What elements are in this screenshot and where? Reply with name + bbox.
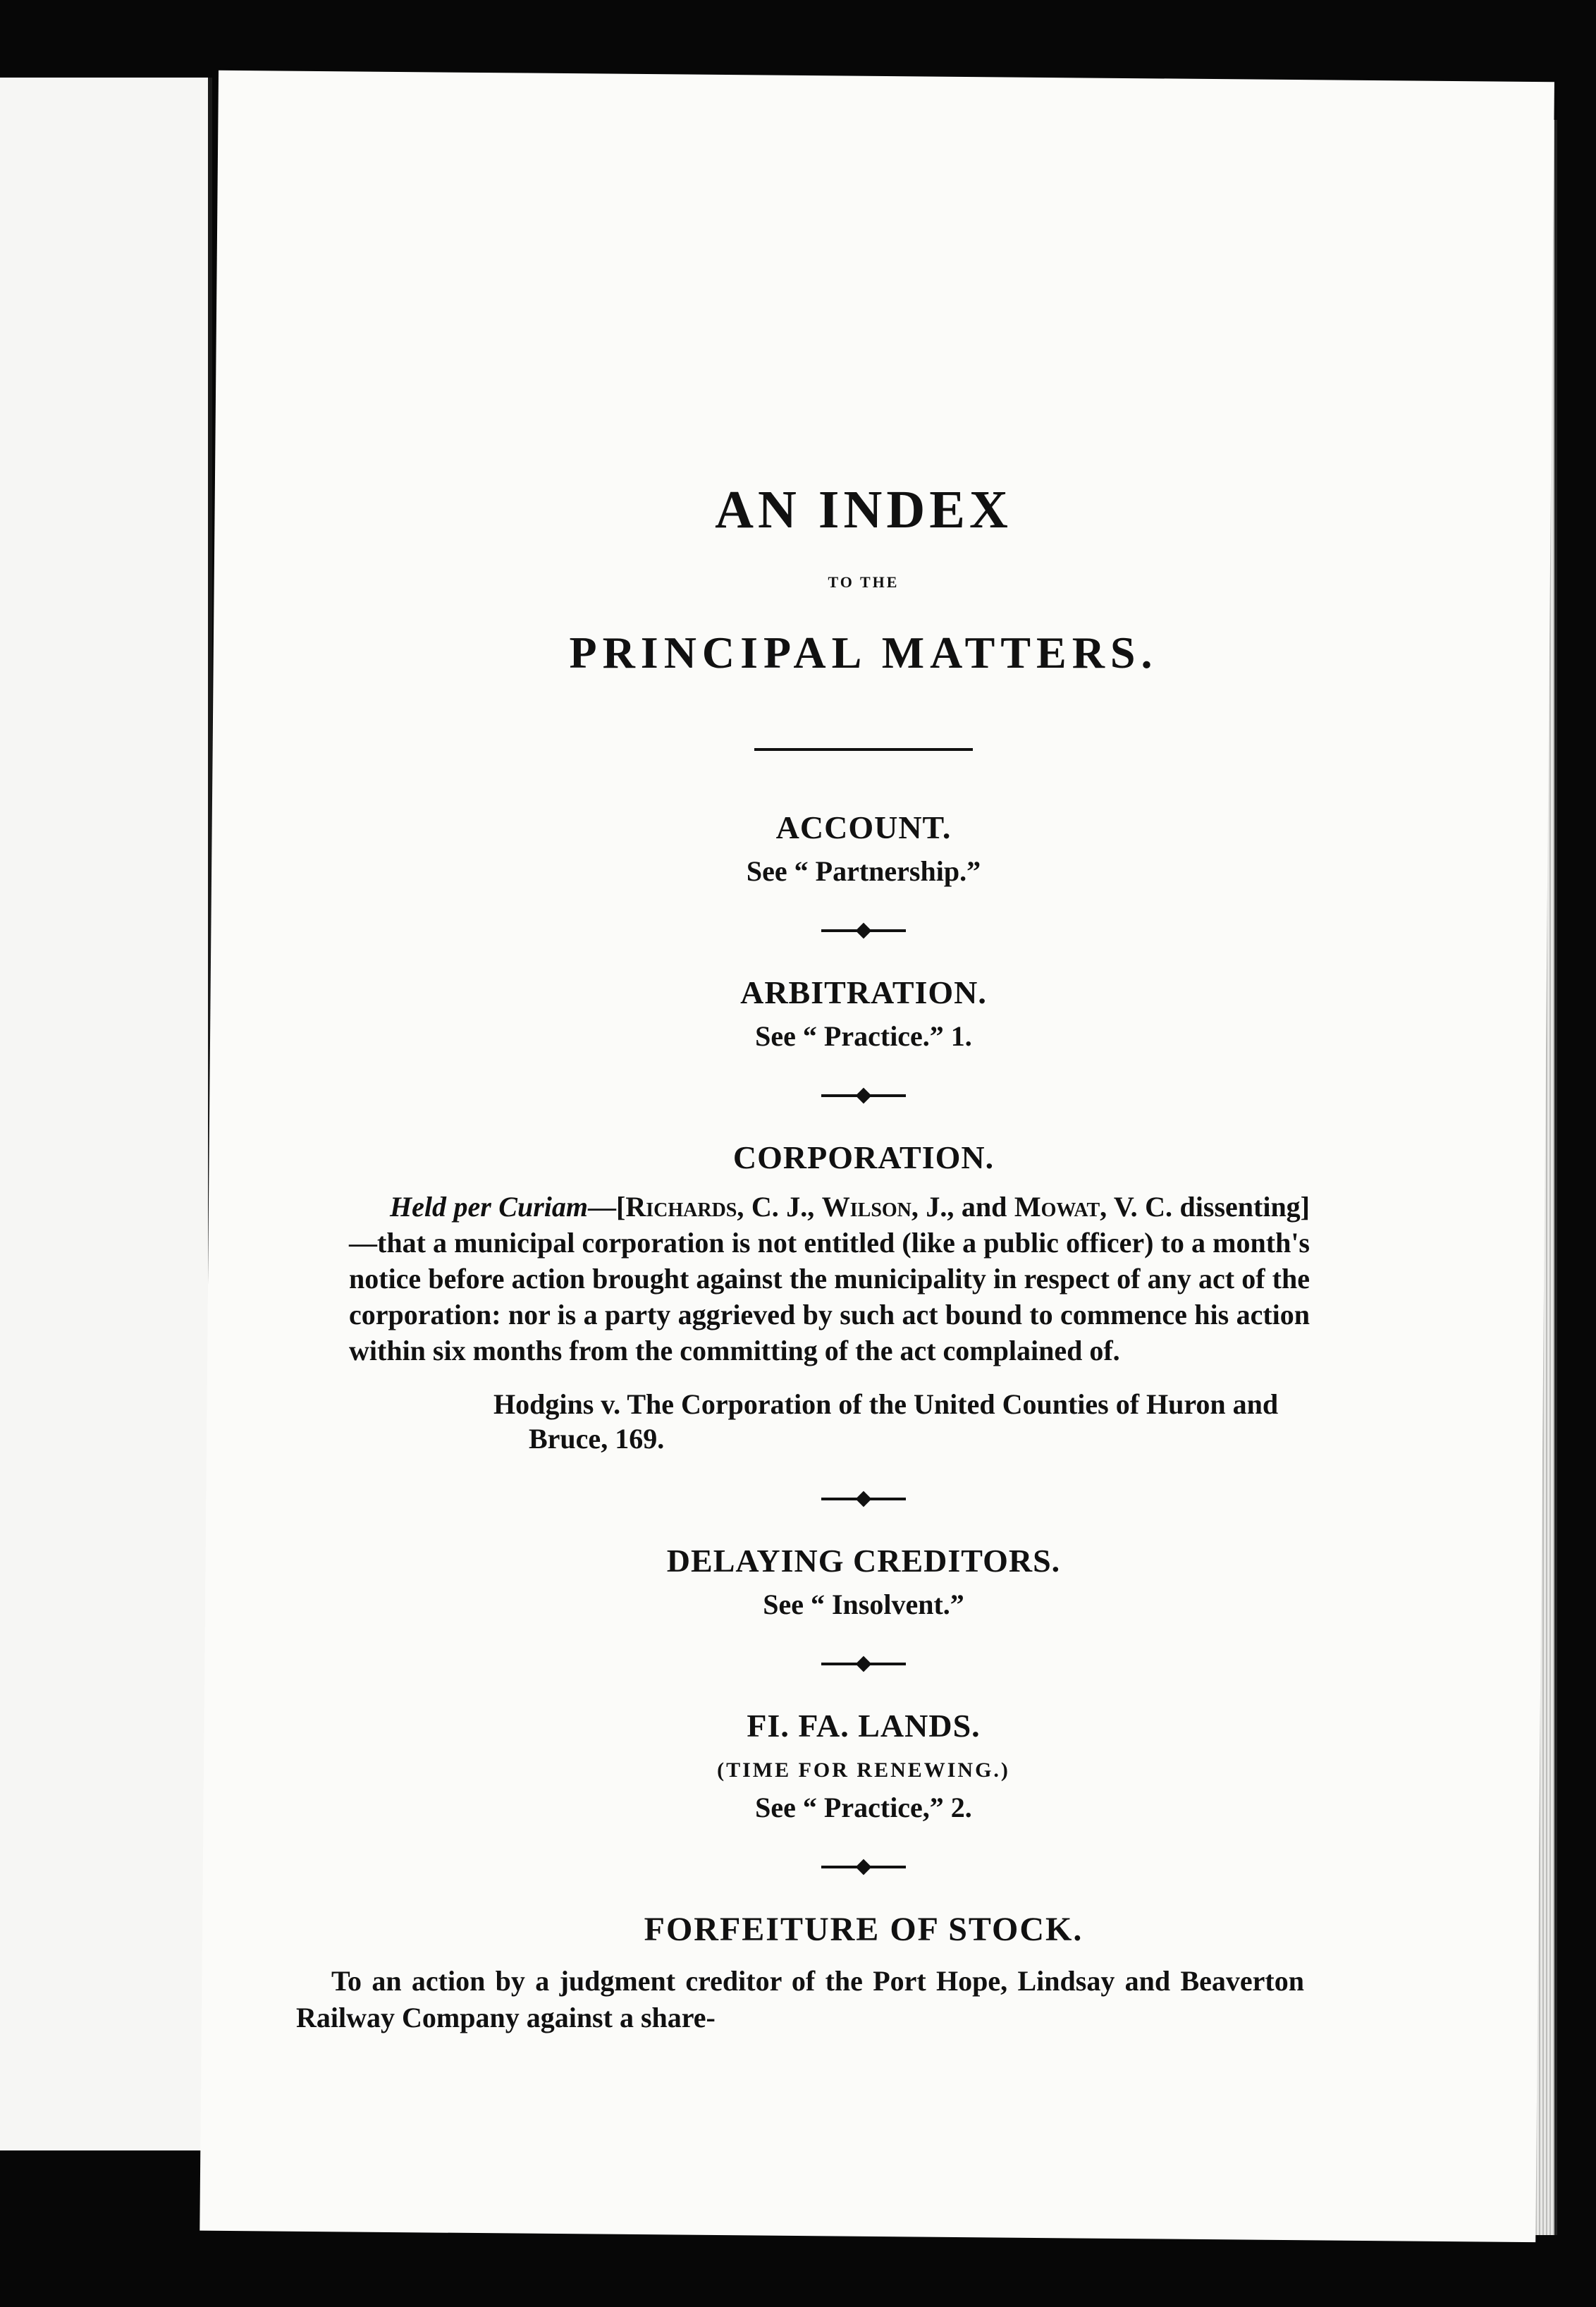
entry-forfeiture-of-stock [296,1910,1304,2036]
case-citation: Hodgins v. The Corporation of the United Counties of Huron and Bruce, 169. [493,1388,1279,1455]
entry-heading: ARBITRATION. [740,974,987,1010]
judge-name: Wilson [821,1191,911,1223]
entry-heading: CORPORATION. [732,1139,995,1175]
entry-fi-fa-lands [423,1707,1304,1824]
holding-text: , J., and [911,1191,1014,1223]
entry-account [423,809,1304,888]
corporation-holding [349,1189,1310,1369]
facing-page [0,78,212,2150]
entry-heading: FI. FA. LANDS. [747,1708,981,1744]
entry-corporation [349,1139,1310,1456]
title-sub: PRINCIPAL MATTERS. [569,628,1158,678]
entry-heading: ACCOUNT. [775,809,952,845]
held-per-curiam: Held per Curiam [390,1191,589,1223]
entry-heading: DELAYING CREDITORS. [666,1543,1061,1579]
entry-heading: FORFEITURE OF STOCK. [644,1911,1084,1948]
entry-arbitration [423,974,1304,1053]
forfeiture-text: To an action by a judgment creditor of the Port Hope, Lindsay and Beaverton Railway Company against a share- [296,1965,1304,2033]
index-title [423,479,1304,679]
cross-reference: See “ Insolvent.” [763,1589,964,1620]
title-main: AN INDEX [715,480,1012,539]
judge-name: Mowat [1014,1191,1100,1223]
entry-delaying-creditors [423,1542,1304,1621]
cross-reference: See “ Practice,” 2. [755,1792,972,1823]
cross-reference: See “ Practice.” 1. [755,1020,972,1052]
ornament-divider [821,1488,906,1510]
title-to: TO THE [828,573,900,591]
judge-name: Richards [625,1191,737,1223]
ornament-divider [821,920,906,941]
index-content [296,479,1310,2036]
ornament-divider [821,1085,906,1106]
holding-text: , C. J., [737,1191,822,1223]
holding-text: , V. C. dissenting]—that a municipal corporation is not entitled (like a public officer) to a month's notice before action brought against the municipality in respect of any act of the corporation: nor is a party aggrieved by such act bound to commence his action within six months from the committing of the act complained of. [349,1191,1310,1366]
ornament-divider [821,1653,906,1675]
ornament-divider [821,1856,906,1878]
entry-subheading: (TIME FOR RENEWING.) [717,1758,1010,1782]
title-rule [754,748,973,751]
holding-text: —[ [588,1191,626,1223]
cross-reference: See “ Partnership.” [746,855,981,887]
